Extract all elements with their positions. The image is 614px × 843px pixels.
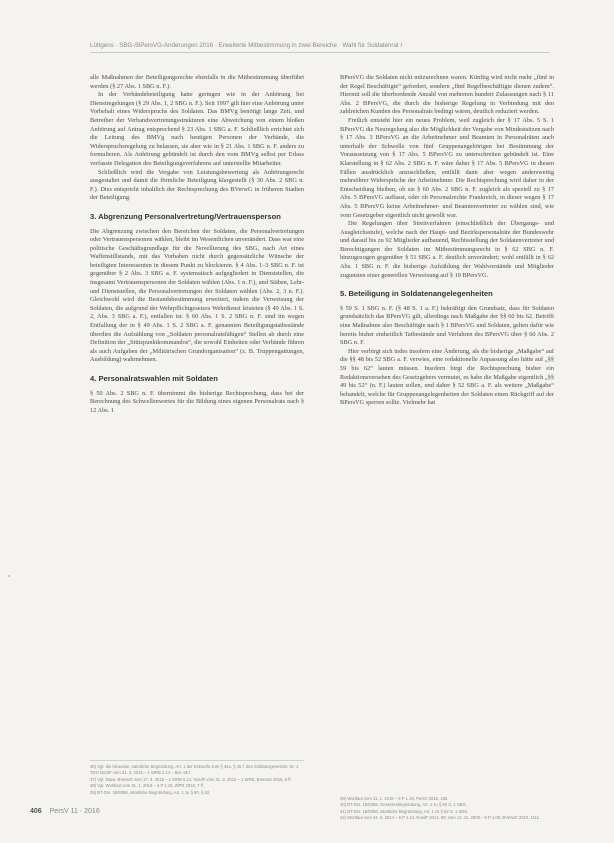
- journal-issue: PersV 11 · 2016: [49, 808, 100, 815]
- footnote: 36) Vgl. die Hinweise, sämtliche Begründung, Art. 1 der Entwurfs zum § 44a, § 45 f. des Soldatengesetzes; Nr. 1 TDG NordF vom 31. 3. 2015 – 1 WRB 2.14 – Ber. 55 f.: [90, 764, 299, 776]
- body-paragraph: BPersVG die Soldaten nicht mitzurechnen waren. Künftig wird nicht mehr „fünf in der Regel Beschäftigte“ gefordert, sondern „fünf Regelbeschäftigte dienen zudem“. Hiermit soll die überbordende Anzahl von mehreren hundert Zulassungen nach § 11 Abs. 2 BPersVG, die durch die bisherige Regelung in Verbindung mit den zahlreichen Kunden des Personalrats bedingt wären, deutlich reduziert werden.: [340, 74, 554, 116]
- footnotes-right: [340, 796, 554, 822]
- footnote: 41) BT-Drs. 18/8298, sämtliche Begründung, Art. 1 zu § 62 S. 1 SBG.: [340, 808, 469, 814]
- body-paragraph: In der Verbändebeteiligung hatte geringen wie in der Anhörung bei Dienstregelungen (§ 29 Abs. 1, 2 SBG n. F.). Seit 1997 gilt hier eine Anhörung unter Vorbehalt eines Widerspruchs des Soldaten. Das BMVg benötigt lange Zeit, und Betreiber der Verbandsvertretungsstrukturen eine Abweichung von einem bloßen Anhörung auf Antrag entsprechend § 23 Abs. 1 SBG a. F. Schließlich errichtet sich die Leitung des BMVg nach heutigen Personen der Verbände, die Widerspruchsregelung zu belassen, sie aber wie in § 21 Abs. 1 SBG n. F. anders zu formulieren. Als Anhörung gebündelt ist durch den vom BMVg selbst per Erlass verfasste Delegation des Beteiligungsverfahrens auf unterstellte Mitarbeiter.: [90, 91, 304, 167]
- body-paragraph: § 50 Abs. 2 SBG n. F. übernimmt die bisherige Rechtsprechung, dass bei der Berechnung des Schwellenwertes für die Bildung eines eigenen Personalrats nach § 12 Abs. 1: [90, 389, 304, 414]
- body-paragraph: alle Maßnahmen der Beteiligungsrechte ebenfalls in die Mitbestimmung überführt werden (§ 27 Abs. 1 SBG n. F.).: [90, 74, 304, 90]
- page-number: 406: [30, 808, 42, 815]
- body-paragraph: Schließlich wird die Vergabe von Leistungsbewertung als Anhörungsrecht ausgestaltet und damit die förmliche Beteiligung klargestellt (§ 30 Abs. 2 SBG n. F.). Dies entspricht inhaltlich der Rechtsprechung des BVerwG in früheren Stadien der Beteiligung.: [90, 168, 304, 202]
- section-heading: 5. Beteiligung in Soldatenangelegenheiten: [340, 289, 493, 299]
- body-paragraph: Die Regelungen über Streitverfahren (einschließlich der Übergangs- und Ausgleichsstufe), welche nach der Haupt- und Bezirkspersonalräte der Bundeswehr und darauf bis zu 92 Mitglieder aufbauend, Rechtsstellung der Soldatenvertreter und Berechtigungen der Soldaten im Mitbestimmungsrecht in § 62 SBG n. F. hinzugezogen gegenüber § 51 SBG a. F. deutlich unverändert; wohl entfällt in § 62 Abs. 1 SBG n. F. die bisherige Aufzählung der Wahlvorstände und Mitglieder zugunsten einer generellen Verweisung auf § 19 BPersVG.: [340, 220, 554, 279]
- scan-dot: [8, 575, 10, 577]
- section-heading: 4. Personalratswahlen mit Soldaten: [90, 374, 218, 383]
- footnote: 39) Wortlaut vom 11. 1. 2016 – 6 P 1.15, PersV 2016, 185.: [340, 796, 449, 801]
- section-heading: 3. Abgrenzung Personalvertretung/Vertrauensperson: [90, 211, 281, 221]
- footnote: 37) Vgl. bspw. BVerwG vom 17. 3. 2015 – 1 WRB 6.14, NordF vom 31. 3. 2015 – 1 WRB, BVerwG 2016, 5 ff.: [90, 776, 292, 782]
- body-paragraph: § 59 S. 1 SBG n. F. (§ 48 S. 1 a. F.) bekräftigt den Grundsatz, dass für Soldaten grundsätzlich das BPersVG gilt, allerdings nach Maßgabe der §§ 60 bis 62. Betrifft eine Maßnahme also Beschäftigte nach § 1 BPersVG und Soldaten, gelten dafür wie bereits bisher einheitlich Tatbestände und Verfahren des BPersVG über § 60 Abs. 2 SBG n. F.: [340, 304, 554, 347]
- right-column: [340, 74, 554, 408]
- footnote: 39) BT-Drs. 18/8298, sämtliche Begründung, Art. 1 zu § 60, § 62.: [90, 789, 211, 795]
- page-footer: [30, 808, 100, 815]
- footnote: 40) BT-Drs. 18/8298, Gesetzesbegründung, Art. 1 zu § 60 S. 1 SBG.: [340, 802, 467, 808]
- body-paragraph: Die Abgrenzung zwischen den Bereichen der Soldaten, die Personalvertretungen oder Vertrauenspersonen wählen, bleibt im Wesentlichen unverändert. Dass war eine politische Geschäftsgrundlage für die Novellierung des SBG, nach Art eines Waffenstillstands, mit das Vorhaben nicht durch gegensätzliche Wünsche der beteiligten Interessenten in diesem Punkt zu blockieren. § 4 Abs. 1–3 SBG n. F. ist gegenüber § 2 Abs. 3 SBG a. F. systematisch aufgegliedert in Dienststellen, die insgesamt Vertrauenspersonen der Soldaten wählen (Abs. 1 n. F.), und Stäben, Lehr- und Dienststellen, die Personalvertretungen der Soldaten wählen (Abs. 2, 3 n. F.). Gleichwohl wird die Bestandsbestimmung erweitert, indem die Verweisung der Soldaten, die aufgrund der Wehrpflichtgesetzes Wehrdienst leisteten (§ 49 Abs. 1 S. 2, Abs. 3 SBG a. F.), entfallen ist. § 60 Abs. 1 S. 2 SBG n. F. sind im wegen Entfallung der in § 49 Abs. 1 S. 2 SBG a. F. genannten Beteiligungstatbestände überdies die Aufzählung von „Soldaten personalratsfähigen“ Stellen ab durch eine Definition der „Stützpunktkommandos“, die sowohl Einheiten oder Verbände führen als auch Aufgaben der „Militärischen Grundorganisation“ (z. B. Truppengattungen, Ausbildung) wahrnehmen.: [90, 227, 304, 364]
- body-paragraph: Hier verbirgt sich indes insofern eine Änderung, als die bisherige „Maßgabe“ auf die §§ 48 bis 52 SBG a. F. verwies, eine redaktionelle Anpassung also hätte auf „§§ 59 bis 62“ lauten müssen. Insofern birgt die Rechtsprechung bisher ein Redaktionsversehen des Gesetzgebers vermutet, es habe die Maßgabe eigentlich „§§ 49 bis 52“ (n. F.) lauten sollen, und daher § 52 SBG a. F. als weitere „Maßgabe“ behandelt, welche für Gruppenangelegenheiten der Soldaten einen Rückgriff auf der BPersVG sperren sollte. Vielmehr hat: [340, 347, 554, 407]
- left-column: [90, 74, 304, 415]
- running-header: Lüttgens · SBG-/BPersVG-Änderungen 2016 · Erweiterte Mitbestimmung in zwei Bereiche · Wahl für Soldatenrat I: [90, 42, 550, 53]
- body-paragraph: Freilich entsteht hier ein neues Problem, weil zugleich der § 17 Abs. 5 S. 1 BPersVG die Neuregelung also die Möglichkeit der Vergabe von Mindestsitzen nach § 17 Abs. 3 BPersVG an die Arbeitnehmer und Beamten in Personalräten auch unterhalb der Schwelle von fünf Gruppenangehörigen bei Bestimmung der Voraussetzung von § 17 Abs. 5 BPersVG zu unterschreiten gebündelt ist. Eine Klarstellung in § 62 Abs. 2 SBG n. F. wäre daher § 17 Abs. 5 BPersVG in diesen Fällen ausdrücklich anzuschließen, entfällt dann aber wegen andersweitig mehrsöhrer Widersprüche der Arbeitnehmer. Die Rechtsprechung wird daher in der Entscheidung bleiben, ob sie § 60 Abs. 2 SBG n. F. zugleich als speziell zu § 17 Abs. 5 BPersVG auffasst, oder ob Personalrechte Frankreich, in dieser wegen § 17 Abs. 5 BPersVG keine Arbeitnehmer- und Beamtenvertreter zu wählen sind, wie vom Gesetzgeber eigentlich nicht gewollt war.: [340, 116, 554, 219]
- footnote: 38) Vgl. Wortlaut vom 31. 1. 2016 – 4 P 1.15, ZfPR 2016, 7 ff.: [90, 783, 205, 789]
- footnote: 42) Wortlaut vom 24. 6. 2014 – 6 P 1.14, NordF 2014, 86; vom 12. 11. 2009 – 6 P 1.09, BVerwG 2010, 1111.: [340, 815, 541, 821]
- footnotes-left: [90, 760, 304, 796]
